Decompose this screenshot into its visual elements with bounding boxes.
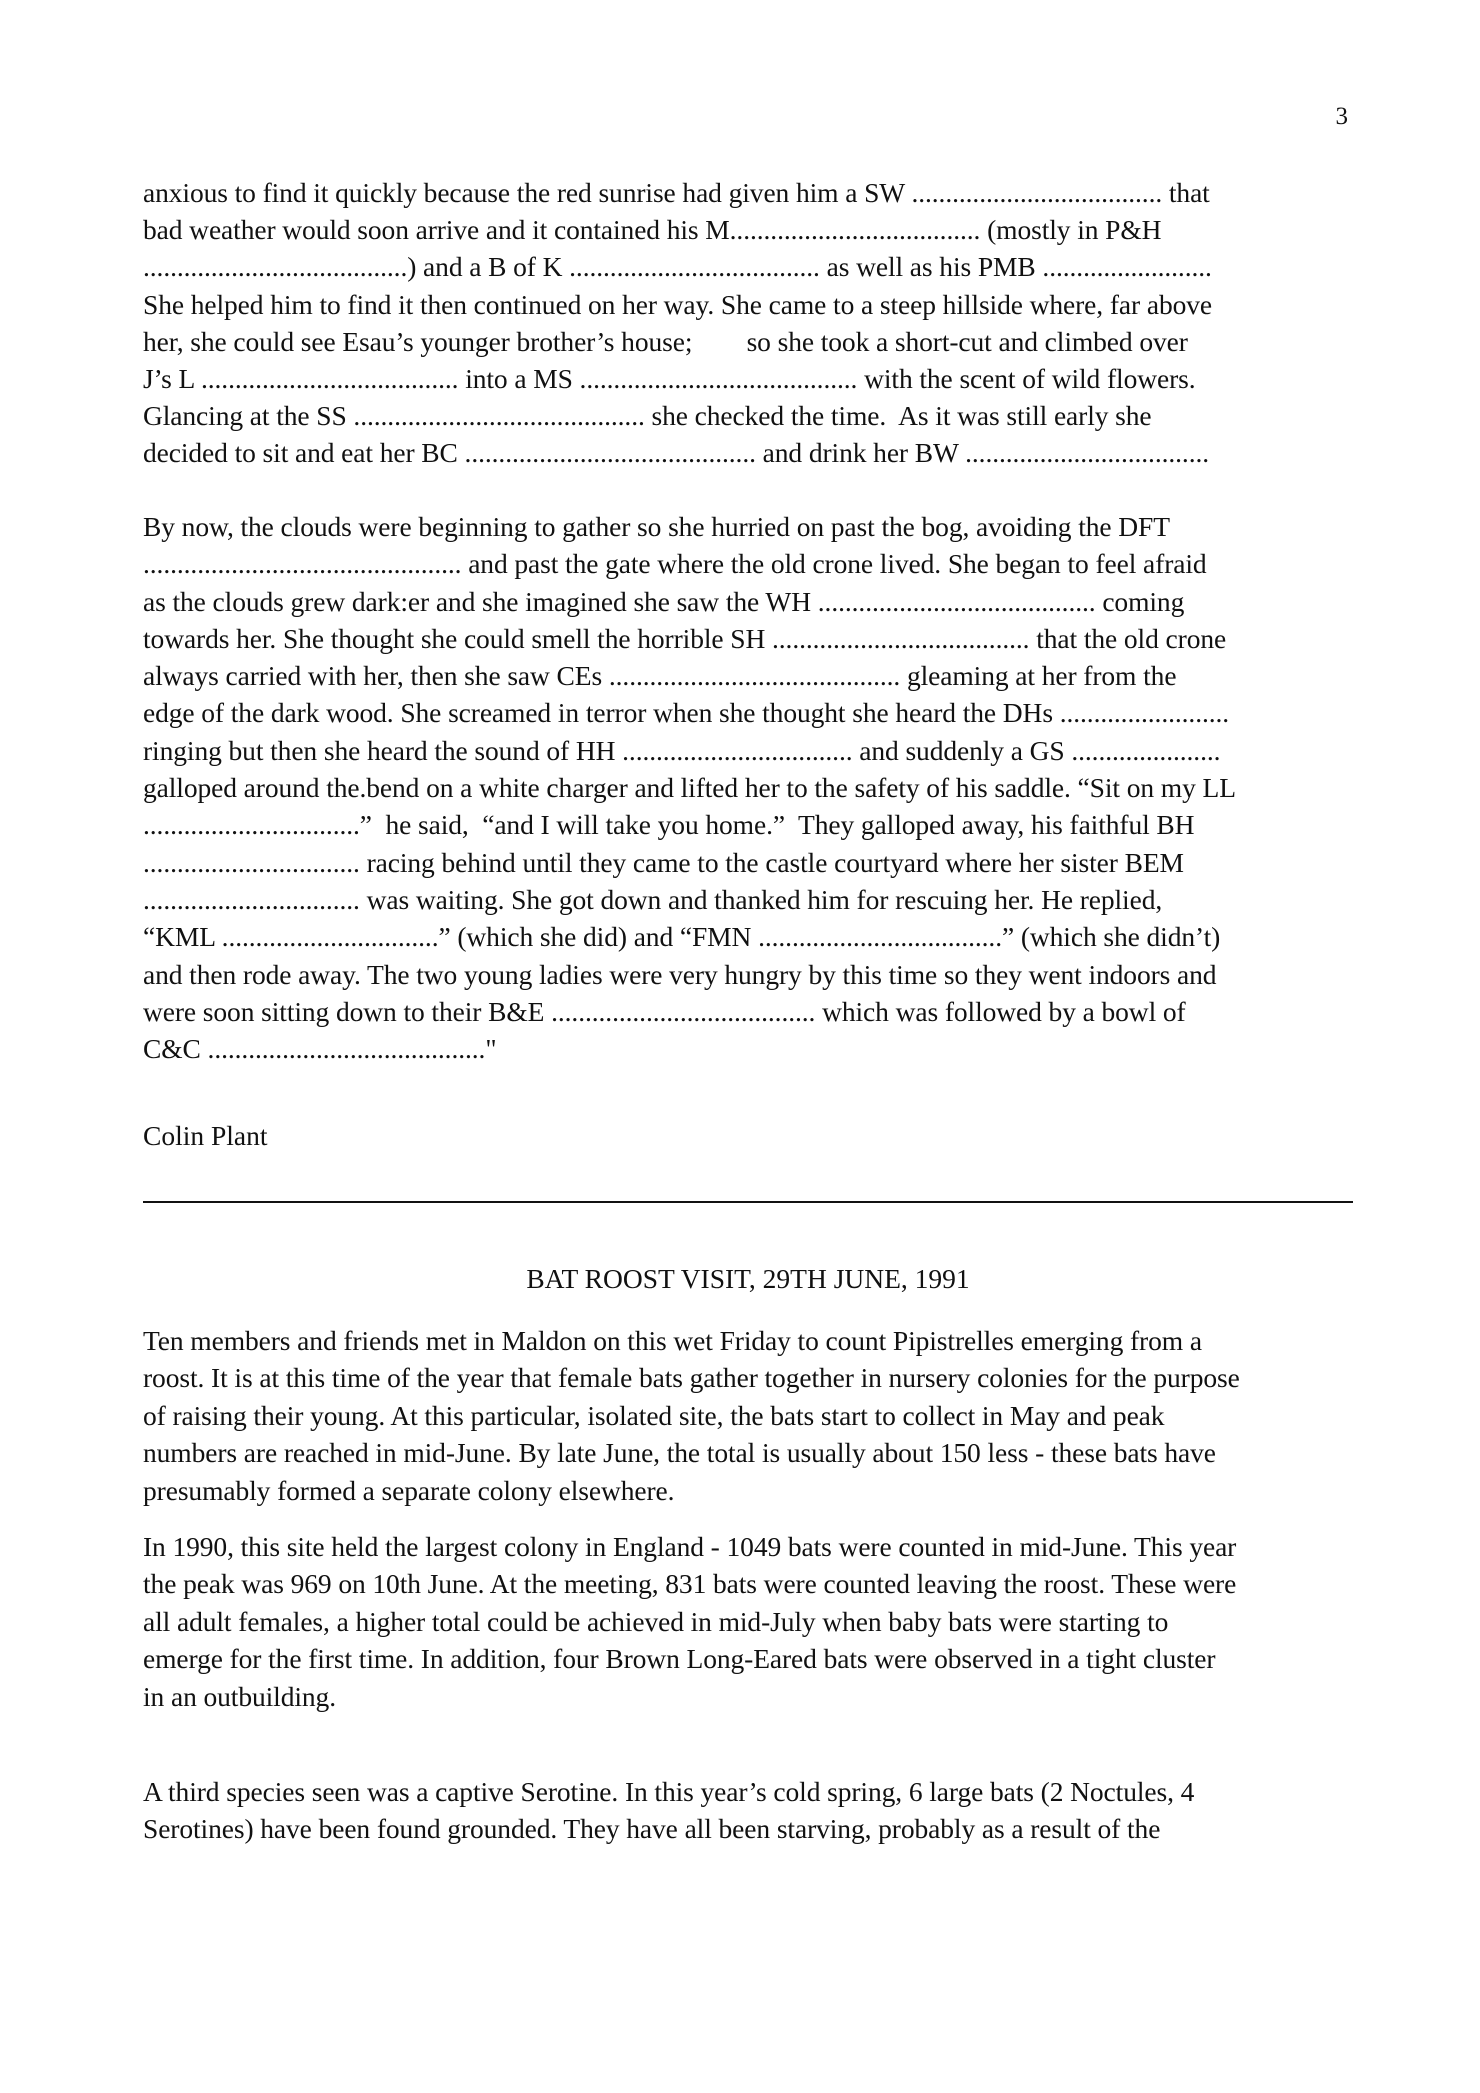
text-line: anxious to find it quickly because the red sunrise had given him a SW ..................................... that bbox=[143, 177, 1210, 208]
text-line: as the clouds grew dark:er and she imagined she saw the WH ......................................... coming bbox=[143, 585, 1185, 617]
text-line: the peak was 969 on 10th June. At the meeting, 831 bats were counted leaving the roost. These were bbox=[143, 1568, 1237, 1600]
text-line: towards her. She thought she could smell the horrible SH ...................................... that the old crone bbox=[143, 622, 1227, 654]
article-paragraph-3 bbox=[143, 1773, 1353, 1848]
text-line: .......................................) and a B of K ..................................... as well as his PMB ......................... bbox=[143, 251, 1212, 283]
story-paragraph-2 bbox=[143, 508, 1353, 1067]
text-line: ................................” he said, “and I will take you home.” They galloped away, his faithful BH bbox=[143, 809, 1195, 841]
text-line: Ten members and friends met in Maldon on this wet Friday to count Pipistrelles emerging from a bbox=[143, 1325, 1202, 1356]
text-line: presumably formed a separate colony elsewhere. bbox=[143, 1474, 675, 1506]
text-line: A third species seen was a captive Serotine. In this year’s cold spring, 6 large bats (2 Noctules, 4 bbox=[143, 1776, 1195, 1807]
text-line: all adult females, a higher total could be achieved in mid-July when baby bats were starting to bbox=[143, 1605, 1169, 1637]
text-line: were soon sitting down to their B&E ....................................... which was followed by a bowl of bbox=[143, 995, 1186, 1027]
text-line: in an outbuilding. bbox=[143, 1680, 336, 1712]
story-paragraph-1 bbox=[143, 174, 1353, 472]
text-line: ............................................... and past the gate where the old crone lived. She began to feel afraid bbox=[143, 548, 1207, 580]
page-number: 3 bbox=[1335, 103, 1348, 130]
article-paragraph-2 bbox=[143, 1528, 1353, 1715]
text-line: She helped him to find it then continued on her way. She came to a steep hillside where, far above bbox=[143, 288, 1212, 320]
text-line: C&C ........................................." bbox=[143, 1033, 497, 1065]
text-line: “KML ................................” (which she did) and “FMN ....................................” (which she didn’t) bbox=[143, 921, 1221, 953]
text-line: ................................ was waiting. She got down and thanked him for rescuing her. He replied, bbox=[143, 883, 1163, 915]
article-paragraph-1 bbox=[143, 1322, 1353, 1509]
text-line: Glancing at the SS ........................................... she checked the time. As it was still early she bbox=[143, 400, 1152, 432]
text-line: bad weather would soon arrive and it contained his M..................................... (mostly in P&H bbox=[143, 214, 1162, 246]
text-line: galloped around the.bend on a white charger and lifted her to the safety of his saddle. “Sit on my LL bbox=[143, 772, 1236, 804]
text-line: emerge for the first time. In addition, four Brown Long-Eared bats were observed in a tight cluster bbox=[143, 1643, 1216, 1675]
text-line: roost. It is at this time of the year that female bats gather together in nursery colonies for the purpose bbox=[143, 1362, 1240, 1394]
text-line: ................................ racing behind until they came to the castle courtyard where her sister BEM bbox=[143, 846, 1184, 878]
section-divider bbox=[143, 1201, 1353, 1203]
text-line: Serotines) have been found grounded. They have all been starving, probably as a result of the bbox=[143, 1813, 1161, 1845]
article-heading: BAT ROOST VISIT, 29TH JUNE, 1991 bbox=[526, 1263, 970, 1294]
text-line: J’s L ...................................... into a MS ......................................... with the scent of wild flowers. bbox=[143, 363, 1196, 395]
text-line: of raising their young. At this particular, isolated site, the bats start to collect in May and peak bbox=[143, 1399, 1165, 1431]
text-line: In 1990, this site held the largest colony in England - 1049 bats were counted in mid-June. This year bbox=[143, 1531, 1237, 1562]
text-line: ringing but then she heard the sound of HH .................................. and suddenly a GS ...................... bbox=[143, 734, 1221, 766]
text-line: numbers are reached in mid-June. By late June, the total is usually about 150 less - these bats have bbox=[143, 1437, 1216, 1469]
author-signature: Colin Plant bbox=[143, 1120, 268, 1151]
text-line: decided to sit and eat her BC ........................................... and drink her BW .................................... bbox=[143, 437, 1210, 469]
text-line: always carried with her, then she saw CEs ........................................... gleaming at her from the bbox=[143, 660, 1177, 692]
text-line: By now, the clouds were beginning to gather so she hurried on past the bog, avoiding the DFT bbox=[143, 511, 1170, 542]
text-line: her, she could see Esau’s younger brother’s house; so she took a short-cut and climbed over bbox=[143, 325, 1188, 357]
text-line: edge of the dark wood. She screamed in terror when she thought she heard the DHs ......................... bbox=[143, 697, 1230, 729]
text-line: and then rode away. The two young ladies were very hungry by this time so they went indoors and bbox=[143, 958, 1217, 990]
